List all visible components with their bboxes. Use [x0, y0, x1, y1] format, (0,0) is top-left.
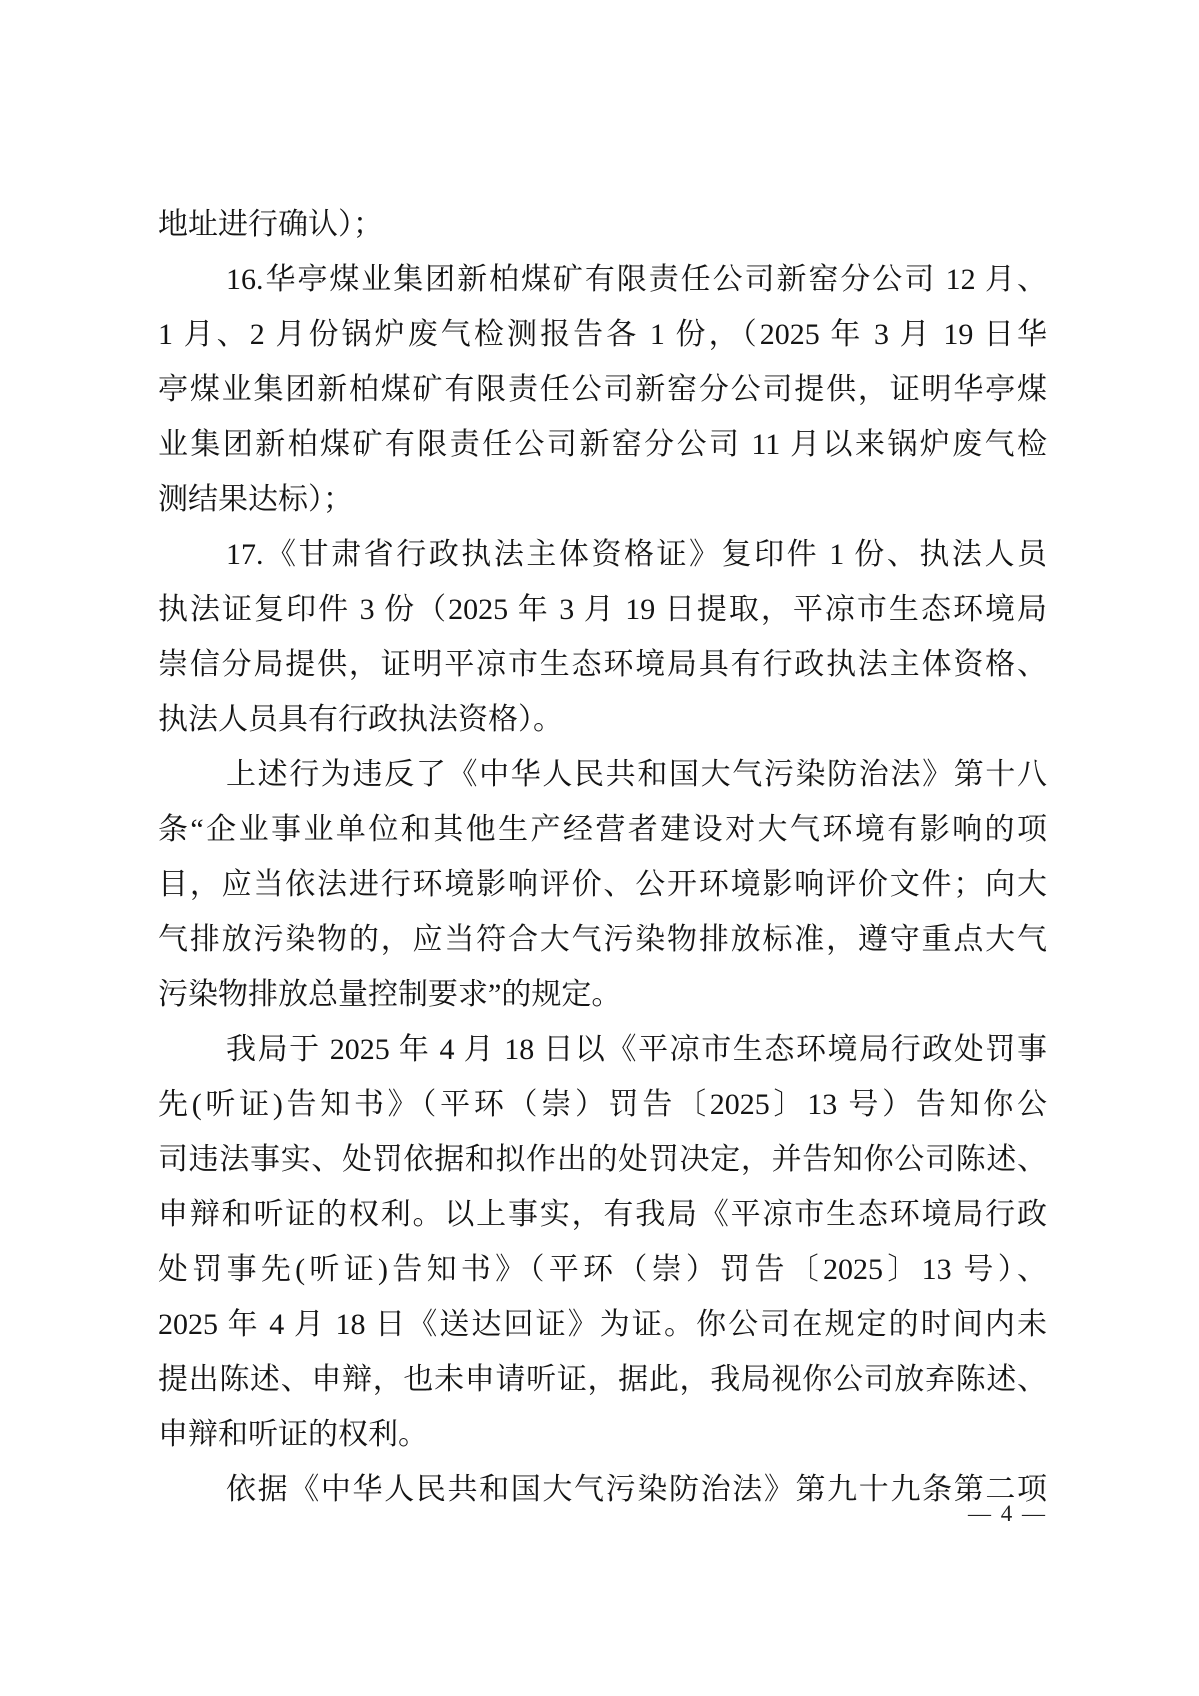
text-line: 执法证复印件 3 份（2025 年 3 月 19 日提取，平凉市生态环境局	[158, 593, 1047, 626]
text-line: 上述行为违反了《中华人民共和国大气污染防治法》第十八	[226, 758, 1047, 791]
text-line: 我局于 2025 年 4 月 18 日以《平凉市生态环境局行政处罚事	[226, 1033, 1047, 1066]
text-line: 申辩和听证的权利。以上事实，有我局《平凉市生态环境局行政	[158, 1198, 1047, 1231]
text-line: 污染物排放总量控制要求”的规定。	[158, 978, 622, 1011]
text-line: 17.《甘肃省行政执法主体资格证》复印件 1 份、执法人员	[226, 538, 1047, 571]
text-line: 气排放污染物的，应当符合大气污染物排放标准，遵守重点大气	[158, 923, 1047, 956]
text-line: 业集团新柏煤矿有限责任公司新窑分公司 11 月以来锅炉废气检	[158, 428, 1047, 461]
text-line: 亭煤业集团新柏煤矿有限责任公司新窑分公司提供，证明华亭煤	[158, 373, 1047, 406]
page-number: — 4 —	[968, 1501, 1047, 1526]
text-line: 1 月、2 月份锅炉废气检测报告各 1 份，（2025 年 3 月 19 日华	[158, 318, 1047, 351]
document-body	[158, 197, 1047, 1517]
text-line: 先(听证)告知书》（平环（崇）罚告〔2025〕13 号）告知你公	[158, 1088, 1047, 1121]
text-line: 条“企业事业单位和其他生产经营者建设对大气环境有影响的项	[158, 813, 1047, 846]
text-line: 测结果达标）；	[158, 483, 353, 516]
text-line: 依据《中华人民共和国大气污染防治法》第九十九条第二项	[226, 1473, 1047, 1506]
text-line: 2025 年 4 月 18 日《送达回证》为证。你公司在规定的时间内未	[158, 1308, 1047, 1341]
text-line: 提出陈述、申辩，也未申请听证，据此，我局视你公司放弃陈述、	[158, 1363, 1047, 1396]
text-line: 崇信分局提供，证明平凉市生态环境局具有行政执法主体资格、	[158, 648, 1047, 681]
text-line: 申辩和听证的权利。	[158, 1418, 428, 1451]
text-line: 执法人员具有行政执法资格）。	[158, 703, 563, 736]
text-line: 地址进行确认）；	[158, 208, 383, 241]
text-line: 司违法事实、处罚依据和拟作出的处罚决定，并告知你公司陈述、	[158, 1143, 1047, 1176]
text-line: 处罚事先(听证)告知书》（平环（崇）罚告〔2025〕13 号）、	[158, 1253, 1047, 1286]
text-line: 16.华亭煤业集团新柏煤矿有限责任公司新窑分公司 12 月、	[226, 263, 1047, 296]
text-line: 目，应当依法进行环境影响评价、公开环境影响评价文件；向大	[158, 868, 1047, 901]
